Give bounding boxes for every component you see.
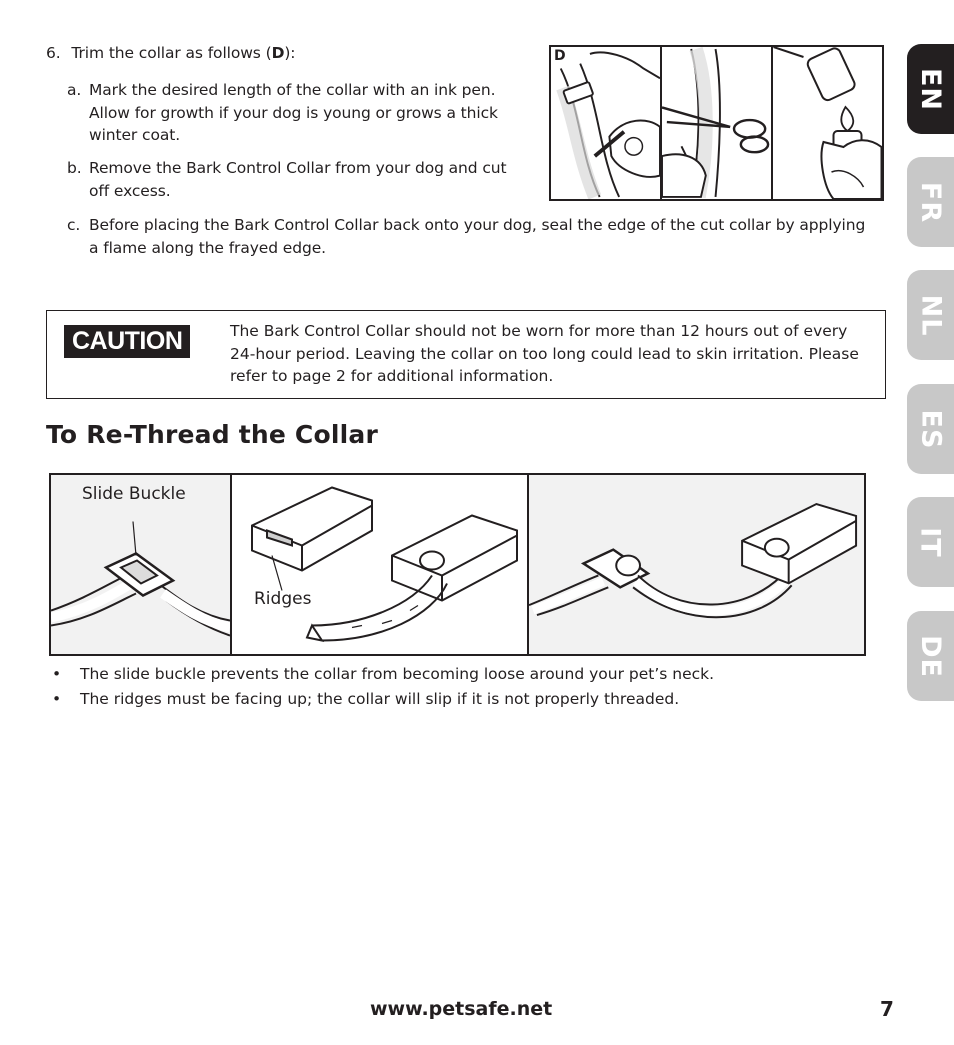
list-item: • The ridges must be facing up; the collar will slip if it is not properly threaded. (52, 687, 714, 712)
ridges-callout: Ridges (254, 589, 312, 609)
caution-box (46, 310, 886, 399)
step-6a-letter: a. (67, 81, 82, 99)
step-6c-line: Before placing the Bark Control Collar back onto your dog, seal the edge of the cut collar by applying (89, 216, 866, 234)
buckle-part-right (392, 516, 517, 601)
footer-url: www.petsafe.net (370, 998, 553, 1020)
step-6b-line: Remove the Bark Control Collar from your dog and cut (89, 159, 507, 177)
language-tab-es[interactable] (907, 384, 954, 474)
figure-d-label: D (554, 48, 566, 64)
rethread-figure (49, 473, 866, 656)
scissors-illustration (662, 47, 771, 199)
step-6b-line: off excess. (89, 181, 171, 200)
caution-label: CAUTION (64, 325, 190, 358)
step-6a-line: winter coat. (89, 126, 181, 144)
language-tab-label: ES (914, 409, 946, 449)
step-6a-line: Mark the desired length of the collar with an ink pen. (89, 81, 496, 99)
lighter-flame-illustration (773, 47, 882, 199)
language-tab-de[interactable] (907, 611, 954, 701)
list-item: • The slide buckle prevents the collar from becoming loose around your pet’s neck. (52, 662, 714, 687)
step-6a-line: Allow for growth if your dog is young or grows a thick (89, 103, 498, 122)
page-number: 7 (880, 997, 894, 1021)
language-tab-it[interactable] (907, 497, 954, 587)
rethread-notes (52, 662, 714, 712)
step-6a-text (89, 79, 529, 147)
threaded-collar-illustration (529, 475, 864, 654)
caution-line: 24-hour period. Leaving the collar on too long could lead to skin irritation. Please (230, 344, 859, 363)
figure-d-flame-panel (771, 47, 882, 199)
buckle-part-right-threaded (742, 504, 856, 583)
figure-d (549, 45, 884, 201)
marking-collar-illustration (551, 47, 660, 199)
figure-reference: D (271, 44, 285, 62)
step-6-intro-text: Trim the collar as follows ( (71, 44, 272, 62)
figure-d-mark-panel (551, 47, 660, 199)
step-6c-text (89, 214, 889, 259)
language-tab-fr[interactable] (907, 157, 954, 247)
language-tab-label: IT (915, 526, 946, 558)
caution-line: refer to page 2 for additional information. (230, 367, 554, 385)
step-6a (67, 79, 81, 102)
rethread-panel-buckle (51, 475, 230, 654)
section-title: To Re-Thread the Collar (46, 420, 378, 449)
buckle-part-left (252, 488, 372, 571)
step-6b (67, 157, 82, 180)
ridges-threading-illustration (232, 475, 527, 654)
caution-line: The Bark Control Collar should not be worn for more than 12 hours out of every (230, 322, 848, 340)
step-6-intro-end: ): (284, 44, 296, 62)
step-6b-text (89, 157, 529, 202)
step-6b-letter: b. (67, 159, 82, 177)
language-tab-en[interactable] (907, 44, 954, 134)
step-6-intro (71, 44, 295, 62)
rethread-panel-complete (527, 475, 864, 654)
language-tab-label: DE (914, 634, 946, 678)
step-6-number: 6. (46, 44, 61, 62)
slide-buckle-callout: Slide Buckle (82, 484, 186, 504)
step-6c (67, 214, 80, 237)
figure-d-cut-panel (660, 47, 771, 199)
caution-text (230, 320, 870, 388)
language-tab-label: NL (915, 294, 946, 336)
step-6c-letter: c. (67, 216, 81, 234)
step-6 (46, 42, 295, 65)
language-tab-label: FR (914, 181, 946, 223)
language-tab-label: EN (914, 67, 946, 111)
language-tab-nl[interactable] (907, 270, 954, 360)
rethread-panel-ridges (230, 475, 527, 654)
step-6c-line: a flame along the frayed edge. (89, 238, 326, 257)
